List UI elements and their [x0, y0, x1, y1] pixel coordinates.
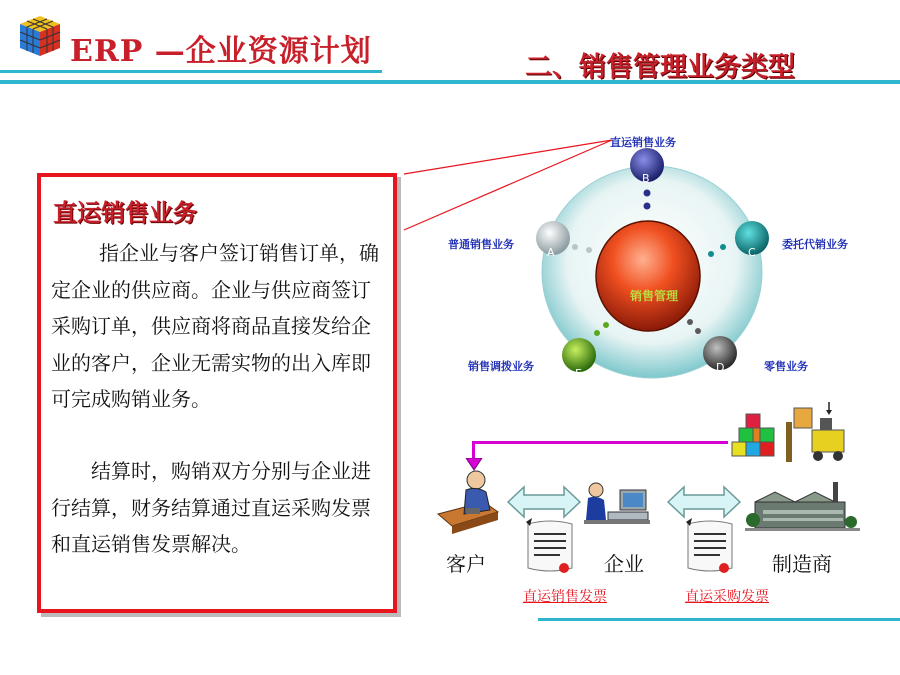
purchase-invoice-document-icon [680, 518, 740, 580]
manufacturer-label: 制造商 [772, 552, 832, 576]
node-e-letter: E [575, 367, 582, 380]
description-title: 直运销售业务 [53, 199, 197, 227]
node-a-label: 普通销售业务 [448, 238, 514, 251]
purchase-invoice-label: 直运采购发票 [685, 589, 769, 605]
enterprise-label: 企业 [604, 552, 644, 576]
node-e-label: 销售调拨业务 [468, 360, 534, 373]
node-d-label: 零售业务 [764, 360, 808, 373]
node-d-letter: D [716, 361, 725, 374]
sales-invoice-label: 直运销售发票 [523, 589, 607, 605]
enterprise-manufacturer-arrow-icon [666, 485, 742, 519]
enterprise-computer-icon [580, 482, 652, 534]
center-label: 销售管理 [629, 289, 678, 303]
customer-label: 客户 [446, 552, 486, 576]
footer-divider [538, 618, 900, 621]
brand-title: ERP —企业资源计划 [70, 34, 372, 69]
description-paragraph-2: 结算时，购销双方分别与企业进行结算，财务结算通过直运采购发票和直运销售发票解决。 [51, 459, 371, 556]
node-c-letter: C [748, 246, 756, 259]
goods-flow-line [475, 441, 728, 444]
node-b-label: 直运销售业务 [610, 136, 676, 149]
goods-forklift-icon [724, 402, 854, 467]
section-title: 二、销售管理业务类型 [525, 52, 795, 83]
node-a-letter: A [547, 246, 555, 259]
sales-invoice-document-icon [520, 518, 580, 580]
customer-phone-icon [436, 468, 500, 540]
center-sphere [596, 221, 700, 331]
node-c-label: 委托代销业务 [782, 238, 848, 251]
node-b-letter: B [642, 172, 650, 185]
manufacturer-factory-icon [745, 482, 860, 538]
callout-line-top [404, 140, 612, 174]
description-paragraph-1: 指企业与客户签订销售订单，确定企业的供应商。企业与供应商签订采购订单，供应商将商品直接发给企业的客户，企业无需实物的出入库即可完成购销业务。 [51, 241, 379, 411]
customer-enterprise-arrow-icon [506, 485, 582, 519]
